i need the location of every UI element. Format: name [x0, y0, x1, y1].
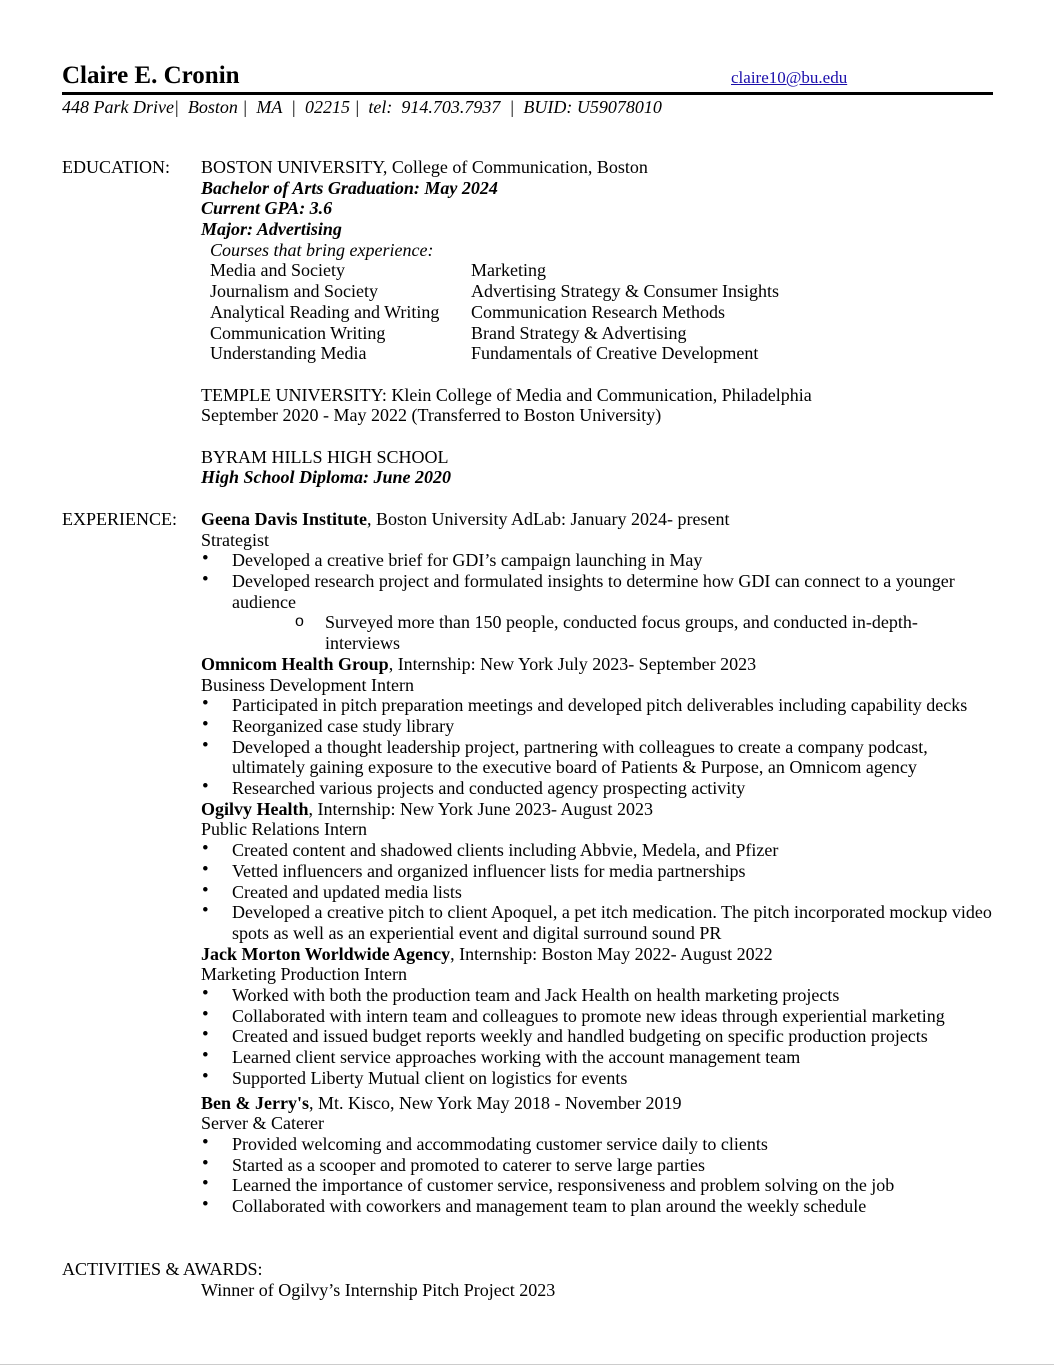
temple-dates: September 2020 - May 2022 (Transferred to Boston University) — [201, 405, 662, 426]
job-bullets — [201, 1134, 996, 1217]
education-section — [201, 157, 1001, 488]
job-org: Omnicom Health Group — [201, 653, 389, 674]
bullet-item: • Started as a scooper and promoted to caterer to serve large parties — [201, 1155, 996, 1176]
bullet-item: • Supported Liberty Mutual client on logistics for events — [201, 1068, 996, 1089]
experience-label: EXPERIENCE: — [62, 509, 177, 529]
course-item: Communication Writing — [210, 322, 386, 343]
job-org: Jack Morton Worldwide Agency — [201, 943, 451, 964]
job-bullets — [201, 695, 996, 799]
bullet-item: • Developed research project and formulated insights to determine how GDI can connect to a younger audience — [201, 571, 996, 612]
job-role: Strategist — [201, 529, 269, 550]
bullet-item: • Worked with both the production team and Jack Health on health marketing projects — [201, 985, 996, 1006]
experience-section — [201, 509, 996, 1217]
bullet-item: • Reorganized case study library — [201, 716, 996, 737]
job-detail: , Internship: New York June 2023- August 2023 — [308, 798, 653, 819]
bullet-item: • Developed a thought leadership project, partnering with colleagues to create a company podcast, ultimately gaining exposure to the executive board of Patients & Purpose, an Omnicom agency — [201, 737, 996, 778]
bullet-item: • Created and updated media lists — [201, 882, 996, 903]
course-item: Marketing — [471, 260, 546, 281]
header-rule — [62, 92, 993, 95]
job-role: Business Development Intern — [201, 674, 414, 695]
bullet-item: • Researched various projects and conducted agency prospecting activity — [201, 778, 996, 799]
bu-major: Major: Advertising — [201, 219, 342, 240]
job-role: Server & Caterer — [201, 1113, 324, 1134]
candidate-name: Claire E. Cronin — [62, 62, 240, 89]
bullet-item: • Provided welcoming and accommodating customer service daily to clients — [201, 1134, 996, 1155]
hs-diploma: High School Diploma: June 2020 — [201, 467, 452, 488]
bullet-item: • Participated in pitch preparation meetings and developed pitch deliverables including capability decks — [201, 695, 996, 716]
bullet-item: • Created and issued budget reports weekly and handled budgeting on specific production projects — [201, 1026, 996, 1047]
job-detail: , Internship: Boston May 2022- August 2022 — [450, 943, 773, 964]
course-item: Communication Research Methods — [471, 301, 725, 322]
bullet-item: • Developed a creative brief for GDI’s campaign launching in May — [201, 550, 996, 571]
job-detail: , Mt. Kisco, New York May 2018 - November 2019 — [308, 1092, 682, 1113]
bullet-item: • Vetted influencers and organized influencer lists for media partnerships — [201, 861, 996, 882]
job-role: Marketing Production Intern — [201, 964, 407, 985]
job-title-line — [201, 1093, 996, 1114]
activities-section — [201, 1280, 1001, 1301]
contact-line: 448 Park Drive| Boston | MA | 02215 | tel: 914.703.7937 | BUID: U59078010 — [62, 97, 662, 117]
job-bullets — [201, 840, 996, 944]
job-detail: , Boston University AdLab: January 2024- present — [367, 509, 730, 529]
course-item: Fundamentals of Creative Development — [471, 343, 759, 364]
education-label: EDUCATION: — [62, 157, 170, 177]
job-org: Ogilvy Health — [201, 798, 309, 819]
bullet-item: • Learned the importance of customer service, responsiveness and problem solving on the job — [201, 1175, 996, 1196]
sub-bullets — [201, 612, 996, 653]
bu-school: BOSTON UNIVERSITY, College of Communication, Boston — [201, 157, 648, 177]
job-detail: , Internship: New York July 2023- September 2023 — [388, 653, 757, 674]
email-link[interactable]: claire10@bu.edu — [731, 68, 848, 87]
job-title-line — [201, 944, 996, 965]
bullet-item: • Collaborated with intern team and colleagues to promote new ideas through experiential marketing — [201, 1006, 996, 1027]
course-item: Media and Society — [210, 260, 345, 281]
bullet-item: • Learned client service approaches working with the account management team — [201, 1047, 996, 1068]
page-bottom-border — [0, 1364, 1054, 1365]
course-item: Analytical Reading and Writing — [210, 301, 440, 322]
job-bullets — [201, 550, 996, 612]
bullet-item: • Developed a creative pitch to client Apoquel, a pet itch medication. The pitch incorporated mockup video spots as well as an experiential event and digital surround sound PR — [201, 902, 996, 943]
courses-heading: Courses that bring experience: — [210, 239, 434, 260]
course-item: Brand Strategy & Advertising — [471, 322, 687, 343]
job-org: Ben & Jerry's — [201, 1092, 309, 1113]
job-org: Geena Davis Institute — [201, 509, 367, 529]
hs-school: BYRAM HILLS HIGH SCHOOL — [201, 446, 449, 467]
course-item: Understanding Media — [210, 343, 367, 364]
job-title-line — [201, 654, 996, 675]
job-title-line — [201, 799, 996, 820]
activity-item: Winner of Ogilvy’s Internship Pitch Project 2023 — [201, 1280, 556, 1300]
course-item: Journalism and Society — [210, 281, 378, 302]
job-bullets — [201, 985, 996, 1089]
courses-grid — [201, 260, 1001, 363]
job-title-line — [201, 509, 996, 530]
temple-school: TEMPLE UNIVERSITY: Klein College of Media and Communication, Philadelphia — [201, 384, 812, 405]
bu-degree: Bachelor of Arts Graduation: May 2024 — [201, 177, 498, 198]
bu-gpa: Current GPA: 3.6 — [201, 198, 333, 219]
bullet-item: • Collaborated with coworkers and management team to plan around the weekly schedule — [201, 1196, 996, 1217]
job-role: Public Relations Intern — [201, 819, 367, 840]
activities-label: ACTIVITIES & AWARDS: — [62, 1259, 263, 1279]
bullet-item: • Created content and shadowed clients including Abbvie, Medela, and Pfizer — [201, 840, 996, 861]
sub-bullet-item: o Surveyed more than 150 people, conducted focus groups, and conducted in-depth-interviews — [201, 612, 996, 653]
course-item: Advertising Strategy & Consumer Insights — [471, 281, 779, 302]
